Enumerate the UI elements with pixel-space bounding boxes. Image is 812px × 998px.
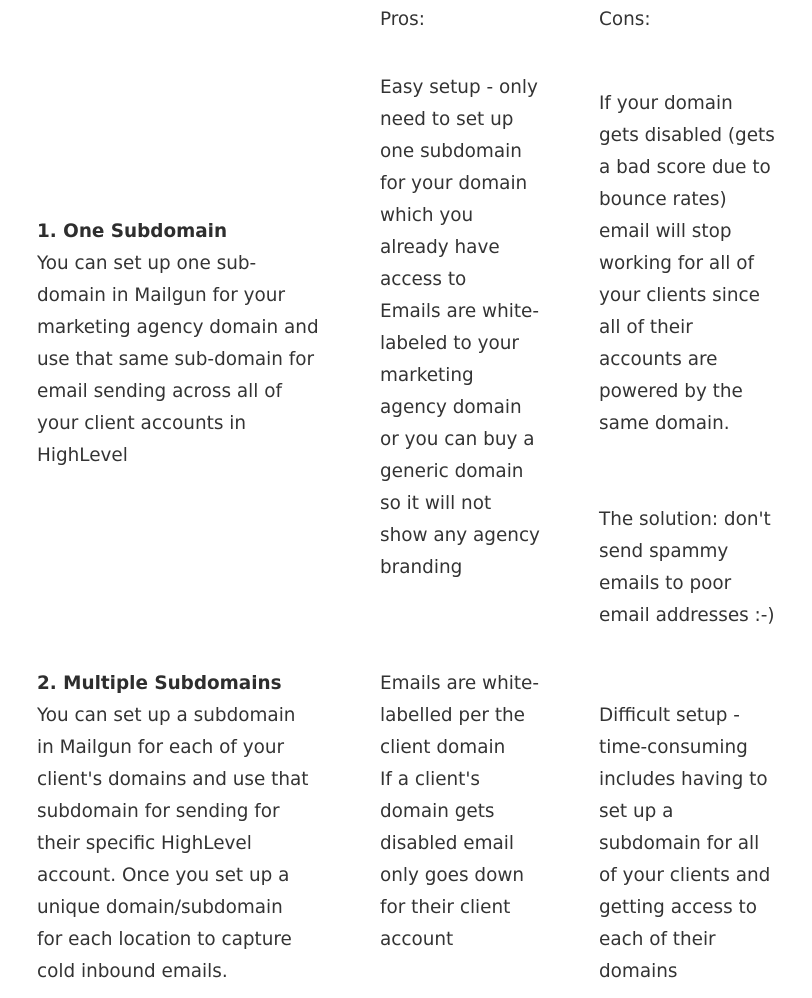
cons-line: accounts are bbox=[599, 349, 718, 370]
cons-line: powered by the bbox=[599, 381, 743, 402]
cons-line: bounce rates) bbox=[599, 189, 727, 210]
pros-line: Easy setup - only bbox=[380, 77, 538, 98]
pros-line: only goes down bbox=[380, 865, 525, 886]
description-line: account. Once you set up a bbox=[37, 865, 290, 886]
description-line: for each location to capture bbox=[37, 929, 292, 950]
cons-line: includes having to bbox=[599, 769, 768, 790]
pros-line: disabled email bbox=[380, 833, 514, 854]
cons-line: email will stop bbox=[599, 221, 732, 242]
pros-line: marketing bbox=[380, 365, 474, 386]
pros-line: generic domain bbox=[380, 461, 524, 482]
solution-line: send spammy bbox=[599, 541, 729, 562]
description-line: HighLevel bbox=[37, 445, 128, 466]
cons-line: subdomain for all bbox=[599, 833, 760, 854]
description-line: email sending across all of bbox=[37, 381, 282, 402]
pros-line: Emails are white- bbox=[380, 301, 540, 322]
pros-line: for their client bbox=[380, 897, 511, 918]
pros-line: which you bbox=[380, 205, 474, 226]
pros-line: labeled to your bbox=[380, 333, 519, 354]
pros-line: for your domain bbox=[380, 173, 528, 194]
option-two-cons bbox=[599, 700, 770, 988]
cons-line: your clients since bbox=[599, 285, 760, 306]
description-line: in Mailgun for each of your bbox=[37, 737, 285, 758]
pros-line: Emails are white- bbox=[380, 673, 540, 694]
cons-line: Difficult setup - bbox=[599, 705, 740, 726]
solution-line: emails to poor bbox=[599, 573, 732, 594]
pros-line: domain gets bbox=[380, 801, 495, 822]
pros-line: so it will not bbox=[380, 493, 492, 514]
pros-line: access to bbox=[380, 269, 467, 290]
cons-line: gets disabled (gets bbox=[599, 125, 775, 146]
pros-line: If a client's bbox=[380, 769, 481, 790]
cons-line: set up a bbox=[599, 801, 674, 822]
description-line: unique domain/subdomain bbox=[37, 897, 283, 918]
pros-line: labelled per the bbox=[380, 705, 525, 726]
cons-line: a bad score due to bbox=[599, 157, 771, 178]
pros-line: or you can buy a bbox=[380, 429, 535, 450]
option-one-solution bbox=[599, 504, 775, 632]
pros-line: need to set up bbox=[380, 109, 514, 130]
pros-column-header: Pros: bbox=[380, 9, 425, 30]
cons-line: getting access to bbox=[599, 897, 757, 918]
option-multiple-subdomains bbox=[37, 668, 309, 988]
description-line: You can set up a subdomain bbox=[37, 705, 296, 726]
option-one-pros bbox=[380, 72, 540, 584]
pros-line: show any agency bbox=[380, 525, 540, 546]
option-title: 2. Multiple Subdomains bbox=[37, 673, 282, 694]
cons-line: of your clients and bbox=[599, 865, 771, 886]
description-line: your client accounts in bbox=[37, 413, 247, 434]
description-line: their specific HighLevel bbox=[37, 833, 252, 854]
description-line: use that same sub-domain for bbox=[37, 349, 315, 370]
cons-line: time-consuming bbox=[599, 737, 748, 758]
option-one-subdomain bbox=[37, 216, 319, 472]
pros-line: already have bbox=[380, 237, 500, 258]
pros-line: client domain bbox=[380, 737, 506, 758]
cons-column-header: Cons: bbox=[599, 9, 651, 30]
cons-line: same domain. bbox=[599, 413, 730, 434]
description-line: marketing agency domain and bbox=[37, 317, 319, 338]
pros-line: branding bbox=[380, 557, 463, 578]
description-line: domain in Mailgun for your bbox=[37, 285, 286, 306]
option-one-cons bbox=[599, 88, 775, 440]
pros-line: agency domain bbox=[380, 397, 522, 418]
cons-line: If your domain bbox=[599, 93, 733, 114]
cons-line: domains bbox=[599, 961, 678, 982]
solution-line: email addresses :-) bbox=[599, 605, 775, 626]
solution-line: The solution: don't bbox=[599, 509, 771, 530]
option-title: 1. One Subdomain bbox=[37, 221, 228, 242]
cons-line: all of their bbox=[599, 317, 693, 338]
cons-line: working for all of bbox=[599, 253, 754, 274]
option-two-pros bbox=[380, 668, 539, 956]
description-line: cold inbound emails. bbox=[37, 961, 228, 982]
description-line: client's domains and use that bbox=[37, 769, 309, 790]
pros-line: one subdomain bbox=[380, 141, 522, 162]
cons-line: each of their bbox=[599, 929, 716, 950]
description-line: You can set up one sub- bbox=[37, 253, 257, 274]
description-line: subdomain for sending for bbox=[37, 801, 280, 822]
pros-line: account bbox=[380, 929, 454, 950]
